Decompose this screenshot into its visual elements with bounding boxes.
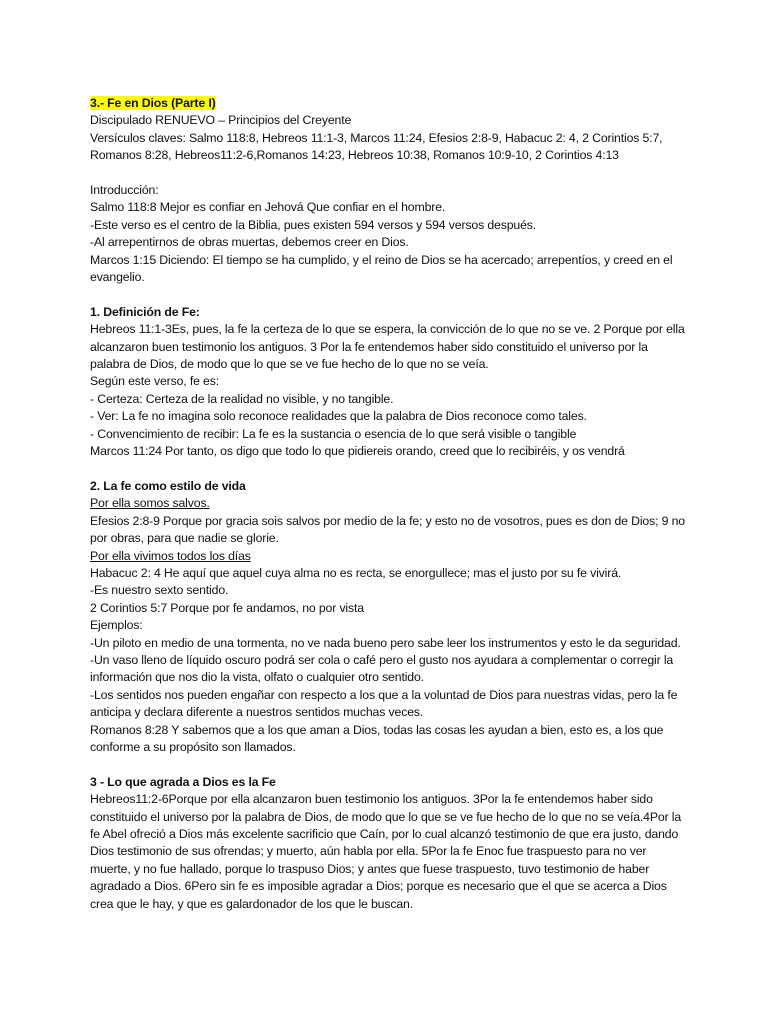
section-2-line: 2 Corintios 5:7 Porque por fe andamos, no por vista [90, 600, 364, 615]
key-verses: Versículos claves: Salmo 118:8, Hebreos 11:1-3, Marcos 11:24, Efesios 2:8-9, Habacuc 2: 4, 2 Corintios 5:7, Romanos 8:28, Hebreos11:2-6,Romanos 14:23, Hebreos 10:38, Romanos 10:9-10, 2 Corintios 4:13 [90, 130, 663, 163]
section-2-line: Romanos 8:28 Y sabemos que a los que aman a Dios, todas las cosas les ayudan a bien, esto es, a los que conforme a su propósito son llamados. [90, 722, 664, 754]
page-title: 3.- Fe en Dios (Parte I) [90, 96, 216, 110]
intro-line: Marcos 1:15 Diciendo: El tiempo se ha cumplido, y el reino de Dios se ha acercado; arrepentíos, y creed en el evangelio. [90, 252, 673, 285]
intro-line: -Al arrepentirnos de obras muertas, debemos creer en Dios. [90, 235, 409, 250]
intro-line: -Este verso es el centro de la Biblia, pues existen 594 versos y 594 versos después. [90, 217, 537, 232]
section-2-line: Ejemplos: [90, 618, 143, 633]
section-2-subheading: Por ella vivimos todos los días [90, 548, 251, 563]
section-1-line: - Certeza: Certeza de la realidad no visible, y no tangible. [90, 391, 394, 406]
section-1-line: - Convencimiento de recibir: La fe es la sustancia o esencia de lo que será visible o tangible [90, 426, 577, 441]
section-2-line: -Es nuestro sexto sentido. [90, 583, 229, 598]
section-2-line: -Un vaso lleno de líquido oscuro podrá ser cola o café pero el gusto nos ayudara a complementar o corregir la información que nos dio la vista, olfato o cualquier otro sentido. [90, 652, 674, 685]
section-1-line: Según este verso, fe es: [90, 374, 220, 389]
section-3-heading: 3 - Lo que agrada a Dios es la Fe [90, 774, 276, 789]
section-2-heading: 2. La fe como estilo de vida [90, 478, 246, 493]
section-2-line: -Un piloto en medio de una tormenta, no ve nada bueno pero sabe leer los instrumentos y esto le da seguridad. [90, 635, 681, 650]
intro-heading: Introducción: [90, 183, 159, 198]
subtitle: Discipulado RENUEVO – Principios del Creyente [90, 113, 352, 128]
section-2-line: -Los sentidos nos pueden engañar con respecto a los que a la voluntad de Dios para nuestras vidas, pero la fe anticipa y declara diferente a nuestros sentidos muchas veces. [90, 687, 678, 720]
section-1-line: Hebreos 11:1-3Es, pues, la fe la certeza de lo que se espera, la convicción de lo que no se ve. 2 Porque por ella alcanzaron buen testimonio los antiguos. 3 Por la fe entendemos haber sido constituido el universo por la palabra de Dios, de modo que lo que se ve fue hecho de lo que no se veía. [90, 322, 685, 372]
section-2-line: Efesios 2:8-9 Porque por gracia sois salvos por medio de la fe; y esto no de vosotros, pues es don de Dios; 9 no por obras, para que nadie se glorie. [90, 513, 685, 546]
intro-line: Salmo 118:8 Mejor es confiar en Jehová Que confiar en el hombre. [90, 200, 446, 215]
section-1-line: Marcos 11:24 Por tanto, os digo que todo lo que pidiereis orando, creed que lo recibiréis, y os vendrá [90, 444, 625, 459]
document-page [90, 95, 690, 913]
section-2-line: Habacuc 2: 4 He aquí que aquel cuya alma no es recta, se enorgullece; mas el justo por su fe vivirá. [90, 565, 622, 580]
section-1-heading: 1. Definición de Fe: [90, 304, 200, 319]
section-3-line: Hebreos11:2-6Porque por ella alcanzaron buen testimonio los antiguos. 3Por la fe entendemos haber sido constituido el universo por la palabra de Dios, de modo que lo que se ve fue hecho de lo que no se veía.4Por la fe Abel ofreció a Dios más excelente sacrificio que Caín, por lo cual alcanzó testimonio de que era justo, dando Dios testimonio de sus ofrendas; y muerto, aún habla por ella. 5Por la fe Enoc fue traspuesto para no ver muerte, y no fue hallado, porque lo traspuso Dios; y antes que fuese traspuesto, tuvo testimonio de haber agradado a Dios. 6Pero sin fe es imposible agradar a Dios; porque es necesario que el que se acerca a Dios crea que le hay, y que es galardonador de los que le buscan. [90, 792, 682, 911]
section-1-line: - Ver: La fe no imagina solo reconoce realidades que la palabra de Dios reconoce como tales. [90, 409, 587, 424]
section-2-subheading: Por ella somos salvos. [90, 496, 210, 511]
